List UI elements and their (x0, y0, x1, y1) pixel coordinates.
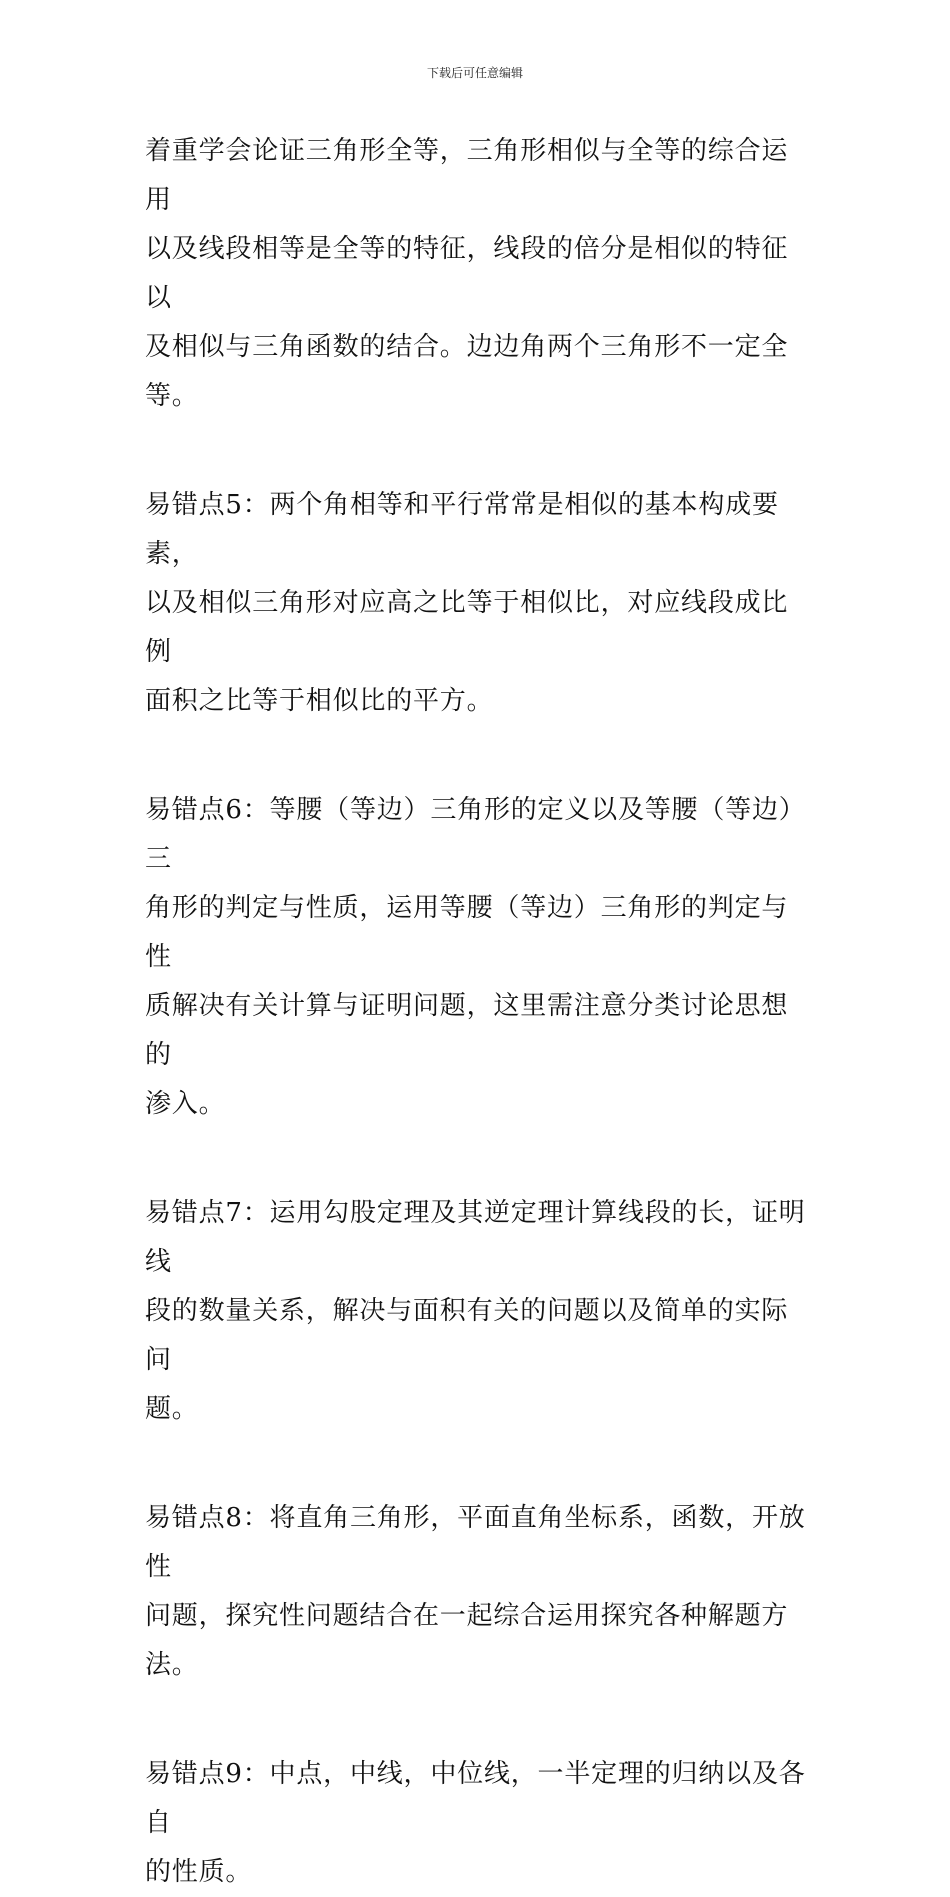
paragraph-point-8 (145, 1494, 807, 1690)
text-line: 易错点9：中点，中线，中位线，一半定理的归纳以及各自 (145, 1759, 806, 1838)
document-body (145, 127, 807, 1897)
text-line: 问题，探究性问题结合在一起综合运用探究各种解题方法。 (145, 1601, 789, 1680)
paragraph-point-7 (145, 1189, 807, 1434)
text-line: 质解决有关计算与证明问题，这里需注意分类讨论思想的 (145, 991, 789, 1070)
text-line: 易错点7：运用勾股定理及其逆定理计算线段的长，证明线 (145, 1198, 806, 1277)
text-line: 着重学会论证三角形全等，三角形相似与全等的综合运用 (145, 136, 789, 215)
text-line: 易错点6：等腰（等边）三角形的定义以及等腰（等边）三 (145, 795, 806, 874)
page-header: 下载后可任意编辑 (426, 66, 523, 80)
text-line: 易错点5：两个角相等和平行常常是相似的基本构成要素， (145, 490, 779, 569)
text-line: 段的数量关系，解决与面积有关的问题以及简单的实际问 (145, 1296, 789, 1375)
text-line: 以及线段相等是全等的特征，线段的倍分是相似的特征以 (145, 234, 789, 313)
text-line: 以及相似三角形对应高之比等于相似比，对应线段成比例 (145, 588, 789, 667)
text-line: 题。 (145, 1394, 199, 1424)
text-line: 的性质。 (145, 1857, 253, 1887)
text-line: 渗入。 (145, 1089, 226, 1119)
text-line: 及相似与三角函数的结合。边边角两个三角形不一定全等。 (145, 332, 789, 411)
paragraph-point-5 (145, 481, 807, 726)
paragraph-point-6 (145, 786, 807, 1129)
paragraph-intro (145, 127, 807, 421)
text-line: 易错点8：将直角三角形，平面直角坐标系，函数，开放性 (145, 1503, 806, 1582)
paragraph-point-9 (145, 1750, 807, 1897)
text-line: 面积之比等于相似比的平方。 (145, 686, 494, 716)
text-line: 角形的判定与性质，运用等腰（等边）三角形的判定与性 (145, 893, 789, 972)
